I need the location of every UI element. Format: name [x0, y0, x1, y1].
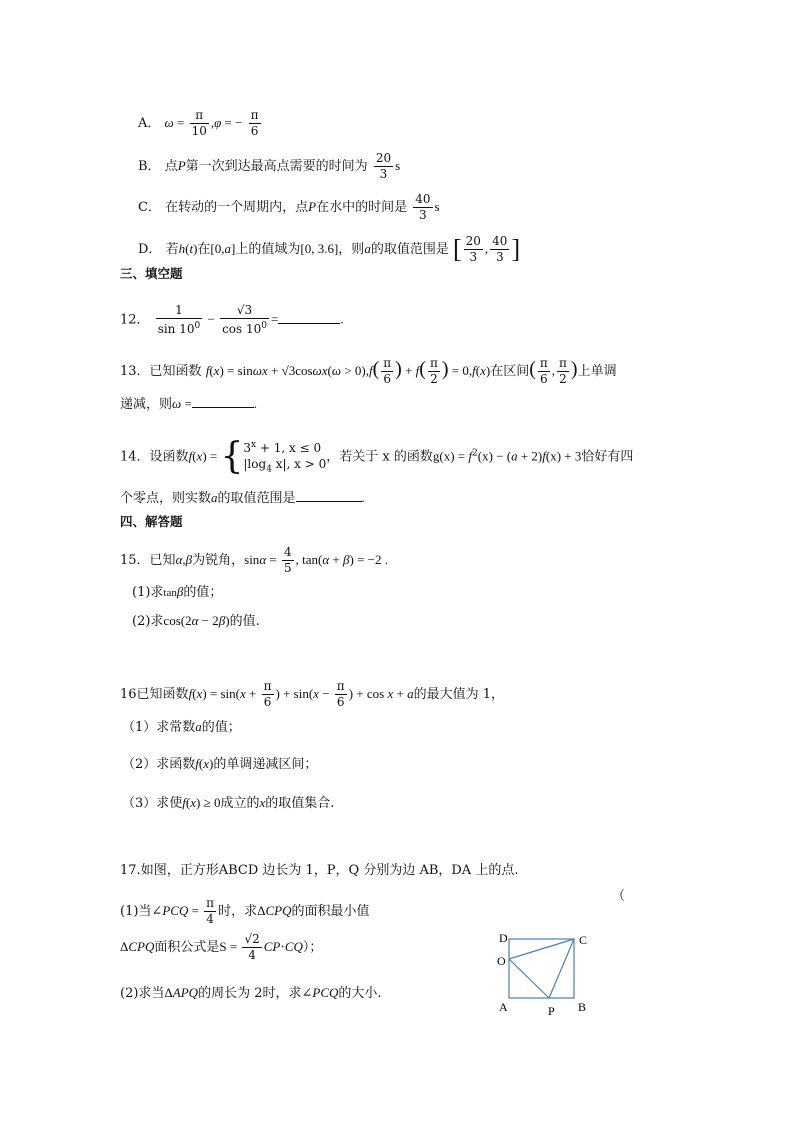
- question-16: 16已知函数f(x) = sin(x + $\frac{\pi}{6}$ ) + sin(x − $\frac{\pi}{6}$ ) + cos x + a的最大值为 1，: [120, 679, 504, 709]
- question-17-part-2: (2)求当ΔAPQ的周长为 2时，求∠PCQ的大小.: [120, 985, 382, 1001]
- option-c: C． 在转动的一个周期内，点P在水中的时间是 $\frac{40}{3}$ s: [138, 192, 440, 222]
- question-13: 13．已知函数 f(x) = sinωx + √3cosωx(ω > 0),f( $\frac{\pi}{6}$ ) + f( $\frac{\pi}{2}$ ) = 0,f(x)在区间( $\frac{\pi}{6}$ , $\frac{\pi}{2}$ )上单调: [120, 356, 617, 386]
- option-c-label: C．: [138, 200, 161, 215]
- section-3-title: 三、填空题: [120, 266, 183, 281]
- answer-blank[interactable]: [192, 407, 254, 408]
- question-17-part-1: (1)当∠PCQ = $\frac{\pi}{4}$ 时，求ΔCPQ的面积最小值: [120, 896, 370, 926]
- question-17: 17.如图，正方形ABCD 边长为 1，P，Q 分别为边 AB，DA 上的点.: [120, 863, 519, 878]
- segment-cq: [509, 939, 574, 959]
- label-a: A: [499, 1000, 508, 1014]
- label-c: C: [579, 933, 588, 947]
- label-q: O: [497, 954, 506, 968]
- question-12: 12． $\frac{1}{\sin 10^0}$ − $\frac{√3}{\cos 10^0}$ = .: [120, 303, 344, 336]
- option-a: A． ω = $\frac{\pi}{10}$ ,φ = − $\frac{\pi}{6}$: [138, 108, 259, 138]
- option-d-label: D．: [138, 242, 162, 257]
- stray-paren: （: [612, 889, 626, 904]
- answer-blank[interactable]: [296, 501, 362, 502]
- question-16-part-1: （1）求常数a的值；: [122, 719, 241, 735]
- question-14-cont: 个零点，则实数a的取值范围是 .: [120, 490, 365, 506]
- label-d: D: [499, 931, 508, 945]
- question-17-formula: ΔCPQ面积公式是S = $\frac{√2}{4}$ CP⋅CQ）；: [120, 932, 323, 962]
- question-15-part-2: (2)求cos(2α − 2β)的值.: [132, 613, 260, 629]
- section-4-title: 四、解答题: [120, 514, 183, 529]
- answer-blank[interactable]: [278, 323, 340, 324]
- label-p: P: [548, 1004, 555, 1018]
- label-b: B: [578, 1000, 587, 1014]
- segment-cp: [549, 939, 574, 998]
- option-b: B． 点P第一次到达最高点需要的时间为 $\frac{20}{3}$ s: [138, 151, 401, 181]
- segment-pq: [509, 959, 549, 998]
- option-a-label: A．: [138, 116, 161, 131]
- question-14: 14．设函数f(x) = { $3^x + 1$, x ≤ 0 $|\log_4$ x|, x > 0 ，若关于 x 的函数$g(x) = f^2(x) - (a + 2)f(x) + 3$恰好有四: [120, 436, 634, 478]
- option-b-label: B．: [138, 159, 161, 174]
- square-diagram: [490, 925, 600, 1020]
- question-15-part-1: (1)求tanβ的值；: [132, 584, 223, 600]
- question-16-part-2: （2）求函数f(x)的单调递减区间；: [122, 756, 318, 772]
- question-13-cont: 递减，则ω = .: [120, 396, 258, 412]
- question-16-part-3: （3）求使f(x) ≥ 0成立的x的取值集合.: [122, 795, 335, 811]
- question-15: 15．已知α,β为锐角，sinα = $\frac{4}{5}$ , tan(α + β) = −2 .: [120, 545, 388, 575]
- option-d: D． 若h(t)在[0,a]上的值域为[0, 3.6]，则a的取值范围是 [ $\frac{20}{3}$ , $\frac{40}{3}$ ]: [138, 234, 521, 264]
